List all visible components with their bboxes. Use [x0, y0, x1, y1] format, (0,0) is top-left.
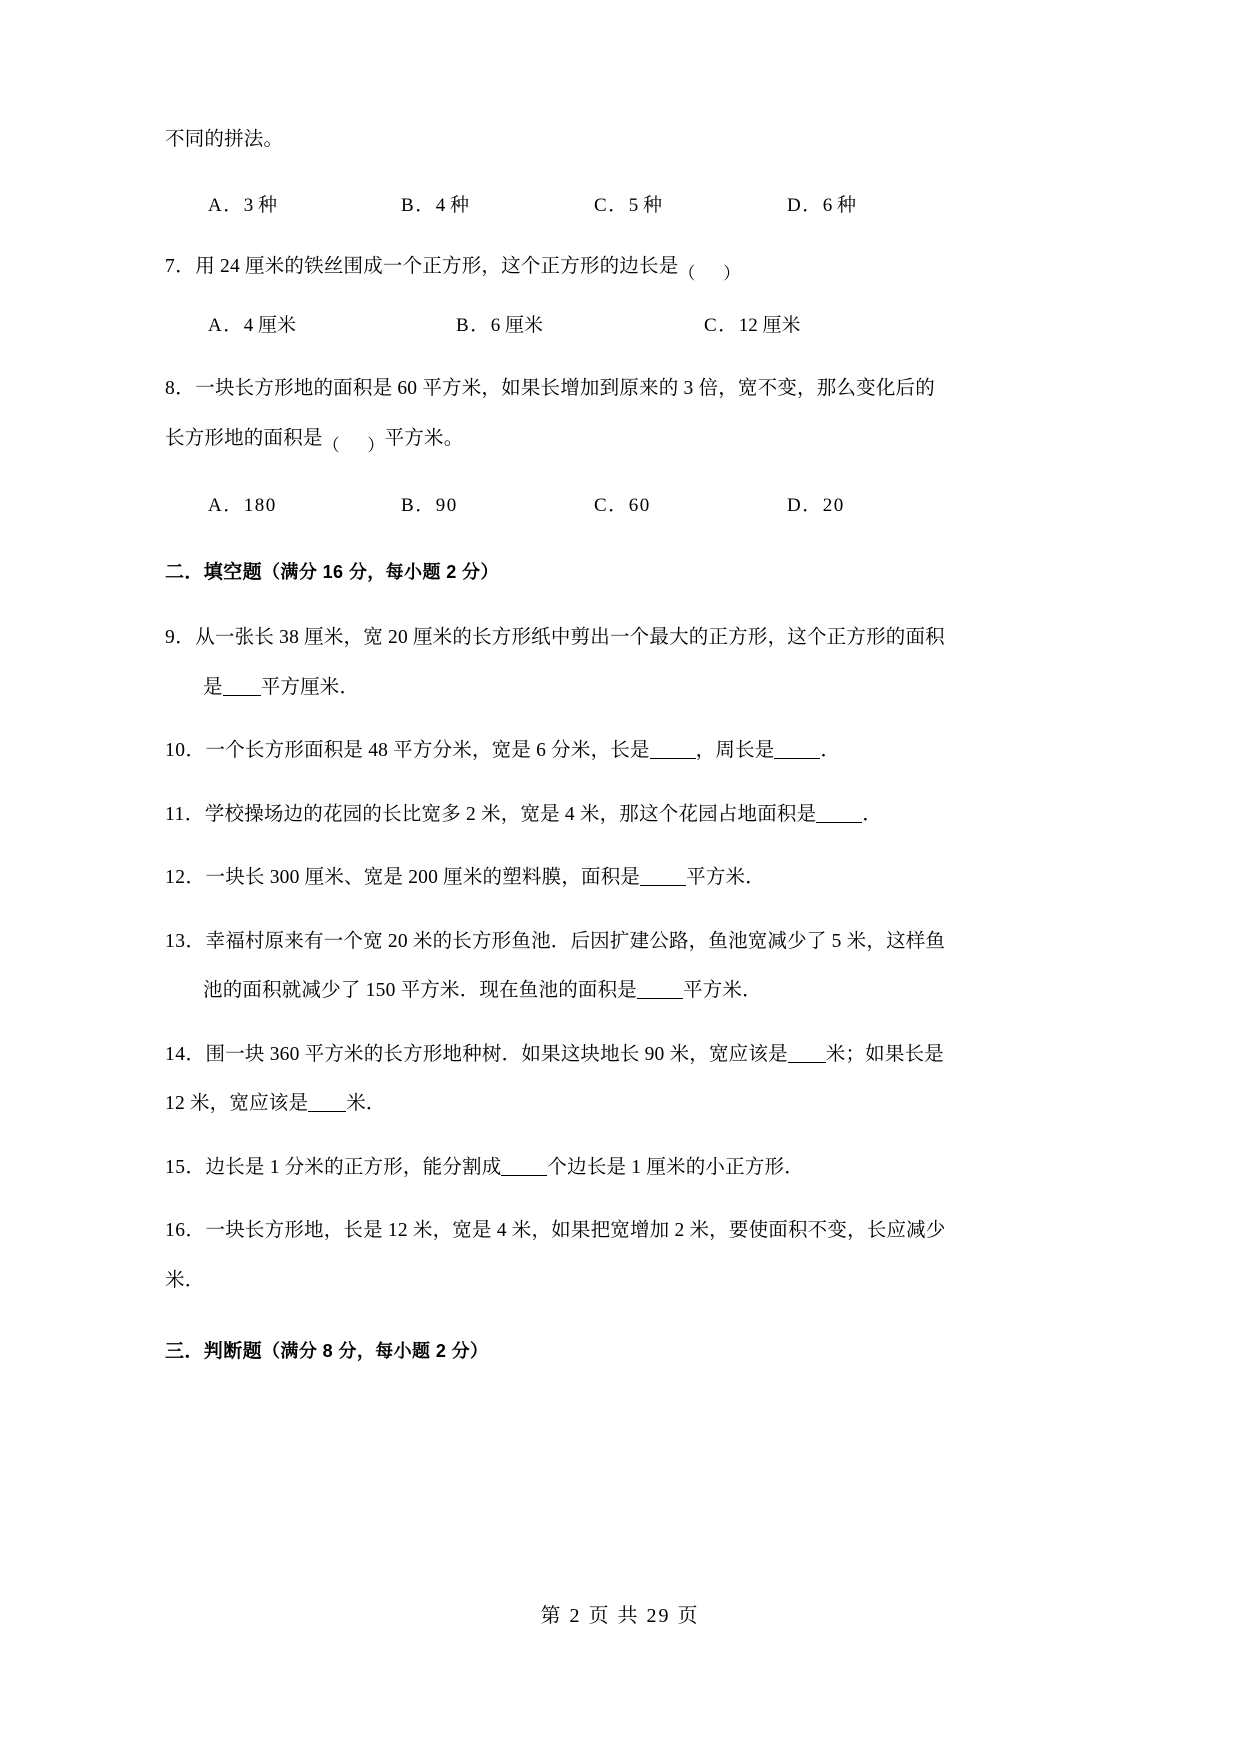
- question-15: 15．边长是 1 分米的正方形，能分割成 个边长是 1 厘米的小正方形．: [165, 1156, 804, 1178]
- question-16-line1: 16．一块长方形地，长是 12 米，宽是 4 米，如果把宽增加 2 米，要使面积不变，长应减少: [165, 1220, 946, 1241]
- question-11-text-part2: ．: [862, 803, 883, 825]
- question-14-line2: [165, 1094, 1090, 1114]
- question-7-options-row: [165, 316, 1090, 335]
- answer-blank[interactable]: [501, 1175, 547, 1176]
- option-b-label: B: [456, 315, 471, 336]
- option-a-text: 180: [243, 495, 277, 516]
- question-15-number: 15: [165, 1156, 186, 1178]
- option-a-label: A: [208, 495, 224, 516]
- question-8-options-row: [165, 496, 1090, 515]
- question-12: 12．一块长 300 厘米、宽是 200 厘米的塑料膜，面积是 平方米．: [165, 867, 765, 888]
- answer-blank[interactable]: [788, 1062, 826, 1063]
- continued-text: 不同的拼法。: [165, 129, 284, 150]
- section-judge-title: 三．判断题: [165, 1341, 263, 1362]
- option-d[interactable]: D．6 种: [787, 194, 857, 216]
- option-c[interactable]: C．5 种: [594, 194, 662, 216]
- question-13-text-before: 池的面积就减少了 150 平方米．现在鱼池的面积是: [203, 980, 638, 1001]
- question-9-text-before: 是: [203, 676, 223, 698]
- section-fill-score: （满分 16 分，每小题 2 分）: [262, 562, 499, 582]
- question-11: 11．学校操场边的花园的长比宽多 2 米，宽是 4 米，那这个花园占地面积是 ．: [165, 803, 883, 825]
- option-b-text: 4 种: [435, 194, 469, 216]
- question-8-text-line2-after: 平方米。: [384, 427, 464, 449]
- answer-blank[interactable]: [650, 758, 696, 759]
- question-16-number: 16: [165, 1220, 186, 1241]
- option-b-text: 90: [435, 495, 458, 516]
- option-b[interactable]: B．90: [401, 495, 458, 516]
- question-7-stem: 7．用 24 厘米的铁丝围成一个正方形，这个正方形的边长是 （ ）: [165, 255, 741, 283]
- option-b-text: 6 厘米: [490, 315, 543, 336]
- question-15-text-part2: 个边长是 1 厘米的小正方形．: [547, 1156, 804, 1178]
- question-14-text-line2-after: 米．: [346, 1093, 386, 1114]
- option-d[interactable]: D．20: [787, 495, 845, 516]
- answer-blank[interactable]: [308, 1111, 346, 1112]
- option-c-label: C: [594, 495, 609, 516]
- option-c-label: C: [704, 315, 719, 336]
- question-12-text-part1: 一块长 300 厘米、宽是 200 厘米的塑料膜，面积是: [205, 867, 641, 888]
- question-10-text-part3: ．: [820, 740, 841, 761]
- option-b-label: B: [401, 194, 416, 216]
- question-7-number: 7: [165, 255, 176, 277]
- option-b[interactable]: B．4 种: [401, 194, 469, 216]
- answer-blank[interactable]: [640, 885, 686, 886]
- answer-blank[interactable]: [223, 695, 261, 696]
- section-heading-true-false: [165, 1342, 1090, 1361]
- question-13-line1: 13．幸福村原来有一个宽 20 米的长方形鱼池．后因扩建公路，鱼池宽减少了 5 米，这样鱼: [165, 930, 946, 952]
- page-footer: 第 2 页 共 29 页: [540, 1605, 700, 1627]
- question-13-line2: [165, 981, 1090, 1001]
- option-d-text: 6 种: [822, 194, 857, 216]
- question-11-number: 11: [165, 803, 185, 825]
- question-16-text-line1: 一块长方形地，长是 12 米，宽是 4 米，如果把宽增加 2 米，要使面积不变，长应减少: [205, 1220, 946, 1241]
- question-12-number: 12: [165, 867, 186, 888]
- question-8-stem-line2: 长方形地的面积是 （ ） 平方米。: [165, 427, 464, 455]
- question-8-text-line2-before: 长方形地的面积是: [165, 427, 323, 449]
- option-b-label: B: [401, 495, 416, 516]
- question-9-text-line1: 从一张长 38 厘米，宽 20 厘米的长方形纸中剪出一个最大的正方形，这个正方形的面积: [195, 627, 945, 648]
- option-b[interactable]: B．6 厘米: [456, 315, 543, 336]
- answer-blank[interactable]: [637, 998, 683, 999]
- question-11-text-part1: 学校操场边的花园的长比宽多 2 米，宽是 4 米，那这个花园占地面积是: [204, 803, 817, 825]
- question-15-text-part1: 边长是 1 分米的正方形，能分割成: [205, 1156, 502, 1178]
- question-13-text-line1: 幸福村原来有一个宽 20 米的长方形鱼池．后因扩建公路，鱼池宽减少了 5 米，这样鱼: [205, 930, 946, 952]
- question-9-line2: [165, 678, 1090, 698]
- option-a-label: A: [208, 315, 224, 336]
- option-d-text: 20: [822, 495, 845, 516]
- question-14-text-line2-before: 12 米，宽应该是: [165, 1093, 309, 1114]
- option-d-label: D: [787, 194, 803, 216]
- question-9-number: 9: [165, 627, 176, 648]
- section-fill-title: 二．填空题: [165, 562, 263, 583]
- option-a-text: 4 厘米: [243, 315, 297, 336]
- question-16-text-line2: 米．: [165, 1269, 205, 1291]
- option-a[interactable]: A．4 厘米: [208, 315, 297, 336]
- question-6-options-row: [165, 196, 1090, 215]
- question-9-line1: 9．从一张长 38 厘米，宽 20 厘米的长方形纸中剪出一个最大的正方形，这个正方形的面积: [165, 627, 945, 648]
- option-c[interactable]: C．60: [594, 495, 651, 516]
- question-12-text-part2: 平方米．: [686, 867, 765, 888]
- option-a-label: A: [208, 194, 224, 216]
- option-c[interactable]: C．12 厘米: [704, 315, 801, 336]
- question-10-number: 10: [165, 740, 186, 761]
- answer-blank[interactable]: [816, 822, 862, 823]
- option-a[interactable]: A．180: [208, 495, 277, 516]
- option-c-text: 5 种: [628, 194, 662, 216]
- option-a-text: 3 种: [243, 194, 278, 216]
- question-10-text-part1: 一个长方形面积是 48 平方分米，宽是 6 分米，长是: [205, 740, 650, 761]
- question-14-text-before: 围一块 360 平方米的长方形地种树．如果这块地长 90 米，宽应该是: [205, 1043, 788, 1065]
- question-8-stem-line1: 8．一块长方形地的面积是 60 平方米，如果长增加到原来的 3 倍，宽不变，那么变化后的: [165, 378, 935, 399]
- question-14-text-mid: 米；如果长是: [825, 1043, 944, 1065]
- option-a[interactable]: A．3 种: [208, 194, 278, 216]
- option-d-label: D: [787, 495, 803, 516]
- question-13-number: 13: [165, 930, 186, 952]
- question-16-line2: [165, 1271, 1090, 1291]
- question-7-text: 用 24 厘米的铁丝围成一个正方形，这个正方形的边长是: [195, 255, 679, 277]
- section-heading-fill-in-blanks: [165, 563, 1090, 582]
- question-8-text-line1: 一块长方形地的面积是 60 平方米，如果长增加到原来的 3 倍，宽不变，那么变化后的: [195, 378, 935, 399]
- option-c-label: C: [594, 194, 609, 216]
- section-judge-score: （满分 8 分，每小题 2 分）: [262, 1341, 489, 1361]
- option-c-text: 12 厘米: [738, 315, 801, 336]
- option-c-text: 60: [628, 495, 651, 516]
- question-13-text-after: 平方米．: [683, 980, 762, 1001]
- question-8-number: 8: [165, 378, 176, 399]
- question-14-number: 14: [165, 1043, 186, 1065]
- question-14-line1: 14．围一块 360 平方米的长方形地种树．如果这块地长 90 米，宽应该是 米；如果长是: [165, 1043, 944, 1065]
- question-10: 10．一个长方形面积是 48 平方分米，宽是 6 分米，长是 ，周长是 ．: [165, 740, 841, 761]
- question-10-text-part2: ，周长是: [695, 740, 775, 761]
- answer-blank[interactable]: [774, 758, 820, 759]
- question-9-text-after: 平方厘米．: [260, 676, 360, 698]
